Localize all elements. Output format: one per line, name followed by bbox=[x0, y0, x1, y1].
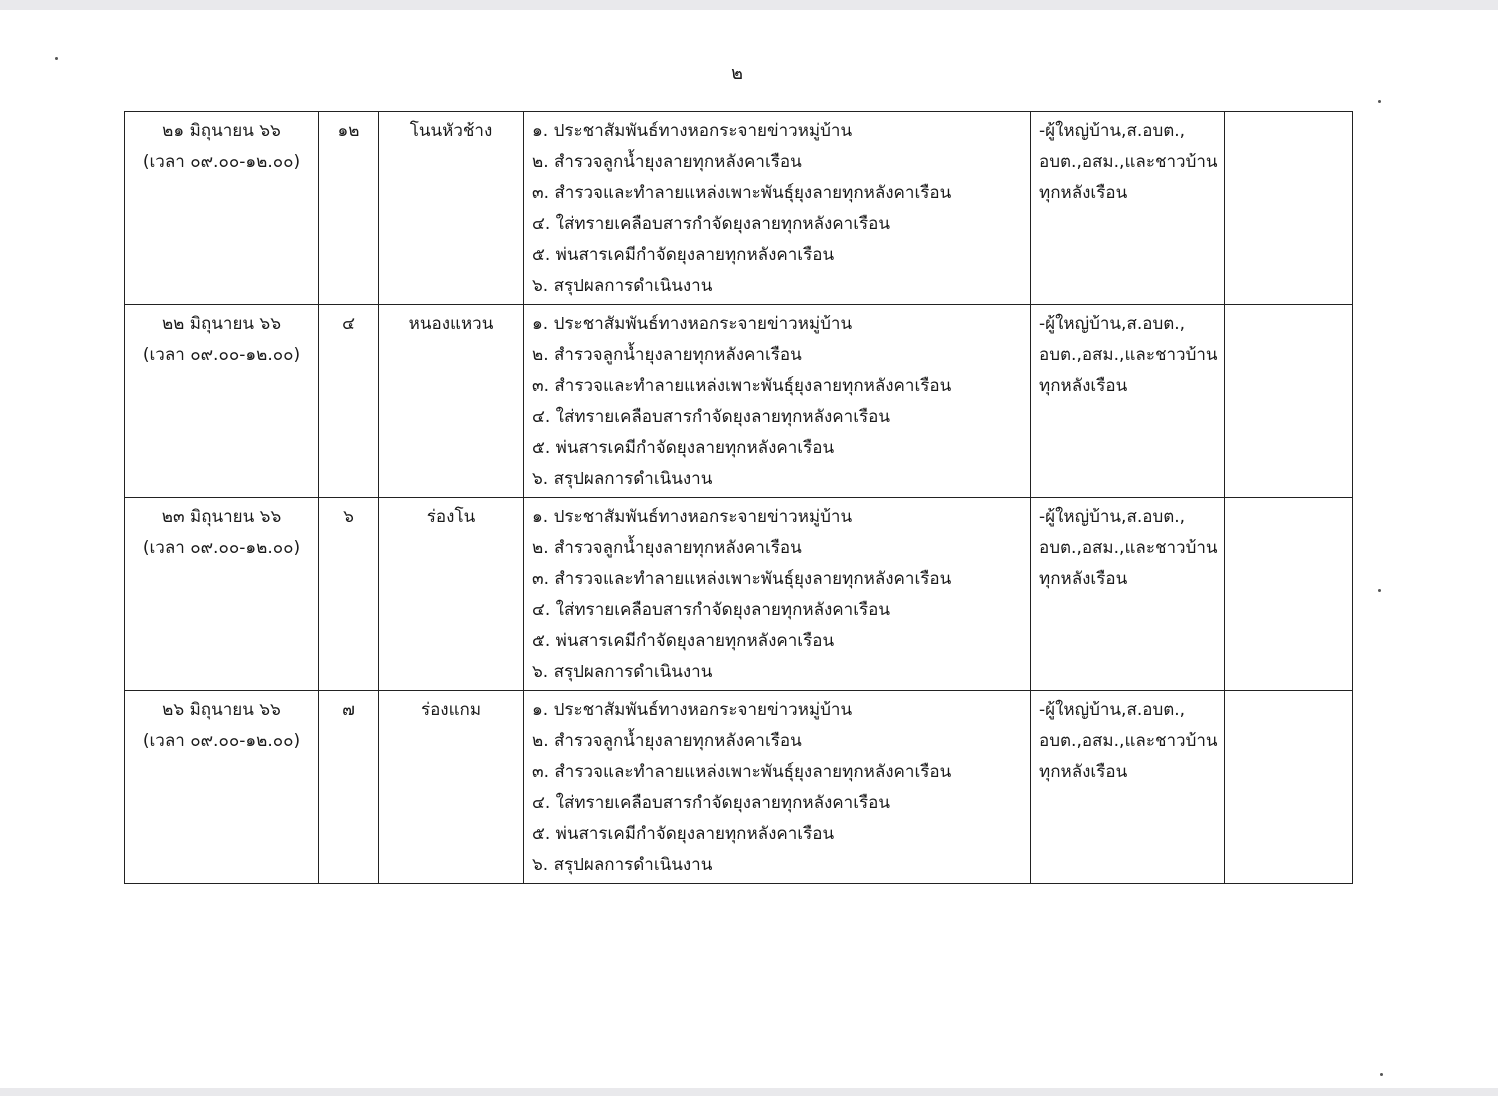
table-row bbox=[125, 691, 1353, 884]
scan-speck bbox=[1378, 589, 1381, 592]
responsible-line: อบต.,อสม.,และชาวบ้าน bbox=[1039, 538, 1218, 558]
activity-item: ๖. สรุปผลการดำเนินงาน bbox=[532, 469, 713, 489]
date-text: ๒๑ มิถุนายน ๖๖ bbox=[162, 121, 281, 141]
responsible-line: -ผู้ใหญ่บ้าน,ส.อบต., bbox=[1039, 121, 1186, 141]
date-text: ๒๓ มิถุนายน ๖๖ bbox=[161, 507, 282, 527]
activities-cell bbox=[524, 691, 1031, 884]
responsible-cell bbox=[1031, 305, 1225, 498]
activity-item: ๕. พ่นสารเคมีกำจัดยุงลายทุกหลังคาเรือน bbox=[532, 631, 835, 651]
responsible-line: ทุกหลังเรือน bbox=[1039, 183, 1128, 203]
date-text: ๒๖ มิถุนายน ๖๖ bbox=[162, 700, 281, 720]
time-text: (เวลา ๐๙.๐๐-๑๒.๐๐) bbox=[142, 538, 301, 558]
note-cell bbox=[1225, 305, 1353, 498]
activity-item: ๕. พ่นสารเคมีกำจัดยุงลายทุกหลังคาเรือน bbox=[532, 245, 835, 265]
activity-item: ๖. สรุปผลการดำเนินงาน bbox=[532, 662, 713, 682]
activity-item: ๖. สรุปผลการดำเนินงาน bbox=[532, 276, 713, 296]
village-name-cell bbox=[379, 305, 524, 498]
village-name: ร่องแกม bbox=[420, 700, 482, 720]
responsible-line: ทุกหลังเรือน bbox=[1039, 569, 1128, 589]
schedule-body bbox=[125, 112, 1353, 884]
activity-item: ๑. ประชาสัมพันธ์ทางหอกระจายข่าวหมู่บ้าน bbox=[532, 700, 853, 720]
responsible-line: -ผู้ใหญ่บ้าน,ส.อบต., bbox=[1039, 507, 1186, 527]
village-name-cell bbox=[379, 112, 524, 305]
village-name-cell bbox=[379, 691, 524, 884]
village-number: ๔ bbox=[342, 314, 355, 334]
responsible-line: ทุกหลังเรือน bbox=[1039, 376, 1128, 396]
date-cell bbox=[125, 498, 319, 691]
activity-item: ๔. ใส่ทรายเคลือบสารกำจัดยุงลายทุกหลังคาเรือน bbox=[532, 214, 890, 234]
note-cell bbox=[1225, 691, 1353, 884]
activity-item: ๔. ใส่ทรายเคลือบสารกำจัดยุงลายทุกหลังคาเรือน bbox=[532, 793, 890, 813]
village-name-cell bbox=[379, 498, 524, 691]
responsible-cell bbox=[1031, 112, 1225, 305]
date-cell bbox=[125, 691, 319, 884]
activity-item: ๓. สำรวจและทำลายแหล่งเพาะพันธุ์ยุงลายทุกหลังคาเรือน bbox=[532, 376, 952, 396]
time-text: (เวลา ๐๙.๐๐-๑๒.๐๐) bbox=[142, 345, 301, 365]
activity-item: ๔. ใส่ทรายเคลือบสารกำจัดยุงลายทุกหลังคาเรือน bbox=[532, 407, 890, 427]
date-cell bbox=[125, 305, 319, 498]
activity-item: ๕. พ่นสารเคมีกำจัดยุงลายทุกหลังคาเรือน bbox=[532, 438, 835, 458]
village-number-cell bbox=[319, 691, 379, 884]
scan-speck bbox=[1378, 100, 1381, 103]
village-number: ๗ bbox=[342, 700, 355, 720]
activity-item: ๒. สำรวจลูกน้ำยุงลายทุกหลังคาเรือน bbox=[532, 152, 802, 172]
responsible-line: อบต.,อสม.,และชาวบ้าน bbox=[1039, 731, 1218, 751]
responsible-line: ทุกหลังเรือน bbox=[1039, 762, 1128, 782]
date-text: ๒๒ มิถุนายน ๖๖ bbox=[161, 314, 282, 334]
activity-item: ๑. ประชาสัมพันธ์ทางหอกระจายข่าวหมู่บ้าน bbox=[532, 121, 853, 141]
village-number-cell bbox=[319, 112, 379, 305]
responsible-line: อบต.,อสม.,และชาวบ้าน bbox=[1039, 345, 1218, 365]
note-cell bbox=[1225, 112, 1353, 305]
activity-item: ๓. สำรวจและทำลายแหล่งเพาะพันธุ์ยุงลายทุกหลังคาเรือน bbox=[532, 569, 952, 589]
scan-speck bbox=[1380, 1073, 1383, 1076]
scan-speck bbox=[55, 57, 58, 60]
activity-item: ๒. สำรวจลูกน้ำยุงลายทุกหลังคาเรือน bbox=[532, 731, 802, 751]
activities-cell bbox=[524, 305, 1031, 498]
village-number: ๑๒ bbox=[337, 121, 360, 141]
note-cell bbox=[1225, 498, 1353, 691]
activity-item: ๒. สำรวจลูกน้ำยุงลายทุกหลังคาเรือน bbox=[532, 345, 802, 365]
table-row bbox=[125, 498, 1353, 691]
village-number-cell bbox=[319, 305, 379, 498]
time-text: (เวลา ๐๙.๐๐-๑๒.๐๐) bbox=[142, 731, 301, 751]
responsible-line: -ผู้ใหญ่บ้าน,ส.อบต., bbox=[1039, 314, 1186, 334]
time-text: (เวลา ๐๙.๐๐-๑๒.๐๐) bbox=[142, 152, 301, 172]
responsible-line: อบต.,อสม.,และชาวบ้าน bbox=[1039, 152, 1218, 172]
activity-item: ๓. สำรวจและทำลายแหล่งเพาะพันธุ์ยุงลายทุกหลังคาเรือน bbox=[532, 183, 952, 203]
date-cell bbox=[125, 112, 319, 305]
responsible-line: -ผู้ใหญ่บ้าน,ส.อบต., bbox=[1039, 700, 1186, 720]
village-number-cell bbox=[319, 498, 379, 691]
activity-item: ๔. ใส่ทรายเคลือบสารกำจัดยุงลายทุกหลังคาเรือน bbox=[532, 600, 890, 620]
activity-item: ๕. พ่นสารเคมีกำจัดยุงลายทุกหลังคาเรือน bbox=[532, 824, 835, 844]
activities-cell bbox=[524, 112, 1031, 305]
village-name: หนองแหวน bbox=[408, 314, 494, 334]
village-name: ร่องโน bbox=[426, 507, 476, 527]
table-row bbox=[125, 305, 1353, 498]
responsible-cell bbox=[1031, 498, 1225, 691]
document-page bbox=[0, 10, 1498, 1088]
activity-schedule-table bbox=[124, 111, 1353, 884]
activities-cell bbox=[524, 498, 1031, 691]
village-number: ๖ bbox=[343, 507, 354, 527]
village-name: โนนหัวช้าง bbox=[409, 121, 493, 141]
activity-item: ๒. สำรวจลูกน้ำยุงลายทุกหลังคาเรือน bbox=[532, 538, 802, 558]
activity-item: ๓. สำรวจและทำลายแหล่งเพาะพันธุ์ยุงลายทุกหลังคาเรือน bbox=[532, 762, 952, 782]
table-row bbox=[125, 112, 1353, 305]
activity-item: ๖. สรุปผลการดำเนินงาน bbox=[532, 855, 713, 875]
page-number: ๒ bbox=[731, 63, 743, 84]
activity-item: ๑. ประชาสัมพันธ์ทางหอกระจายข่าวหมู่บ้าน bbox=[532, 507, 853, 527]
activity-item: ๑. ประชาสัมพันธ์ทางหอกระจายข่าวหมู่บ้าน bbox=[532, 314, 853, 334]
responsible-cell bbox=[1031, 691, 1225, 884]
